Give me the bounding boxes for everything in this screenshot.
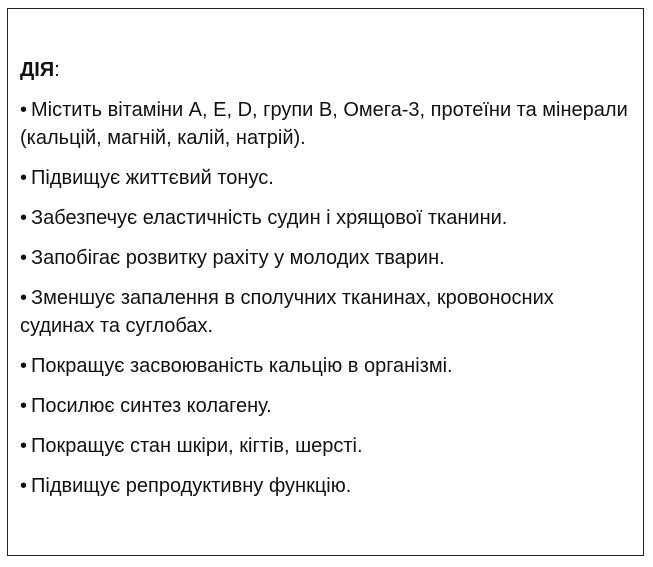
bullet-icon: • [20, 99, 28, 121]
list-item-text: Запобігає розвитку рахіту у молодих тварин. [31, 247, 445, 269]
list-item-text: Зменшує запалення в сполучних тканинах, кровоносних судинах та суглобах. [20, 287, 554, 337]
bullet-icon: • [20, 475, 28, 497]
list-item-text: Покращує засвоюваність кальцію в організмі. [31, 355, 453, 377]
list-item [20, 284, 630, 340]
list-item-text: Покращує стан шкіри, кігтів, шерсті. [31, 435, 363, 457]
bullet-icon: • [20, 395, 28, 417]
bullet-icon: • [20, 167, 28, 189]
document-content [20, 56, 630, 512]
list-item-text: Підвищує репродуктивну функцію. [31, 475, 352, 497]
list-item [20, 96, 630, 152]
list-item [20, 204, 630, 232]
bullet-icon: • [20, 207, 28, 229]
section-heading-title: ДІЯ [20, 59, 55, 81]
bullet-icon: • [20, 355, 28, 377]
bullet-icon: • [20, 287, 28, 309]
section-heading [20, 56, 630, 84]
bullet-icon: • [20, 247, 28, 269]
list-item [20, 164, 630, 192]
list-item-text: Містить вітаміни A, E, D, групи B, Омега-3, протеїни та мінерали (кальцій, магній, калій, натрій). [20, 99, 628, 149]
list-item [20, 432, 630, 460]
list-item-text: Посилює синтез колагену. [31, 395, 272, 417]
list-item [20, 352, 630, 380]
document-frame [7, 8, 644, 556]
list-item-text: Забезпечує еластичність судин і хрящової тканини. [31, 207, 508, 229]
list-item [20, 244, 630, 272]
list-item [20, 472, 630, 500]
list-item [20, 392, 630, 420]
list-item-text: Підвищує життєвий тонус. [31, 167, 274, 189]
bullet-icon: • [20, 435, 28, 457]
section-heading-colon: : [54, 59, 60, 81]
